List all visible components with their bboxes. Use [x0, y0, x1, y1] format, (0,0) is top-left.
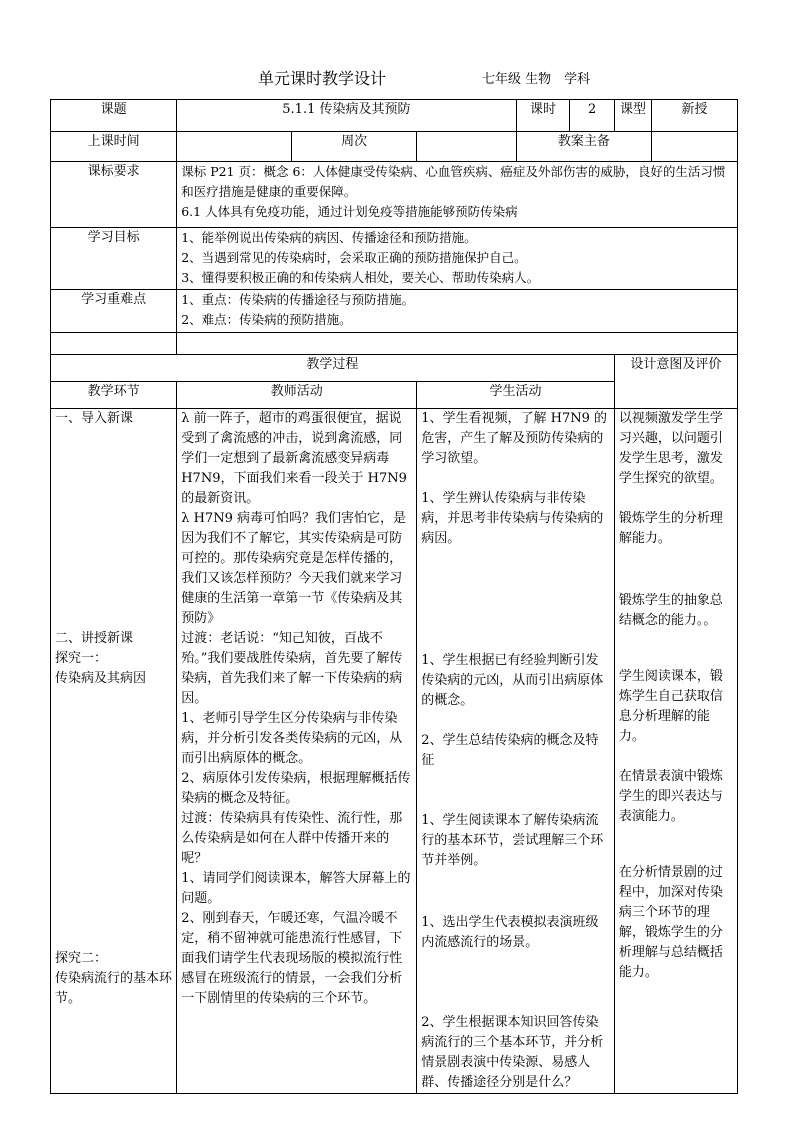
grade-subject: 七年级 生物 学科 [482, 72, 591, 87]
teacher-header: 教师活动 [177, 382, 417, 409]
objective-item: 1、能举例说出传染病的病因、传播途径和预防措施。 [181, 230, 477, 245]
teacher-paragraph: 2、刚到春天，乍暖还寒，气温冷暖不定，稍不留神就可能患流行性感冒，下面我们请学生代表现场版的模拟流行性感冒在班级流行的情景，一会我们分析一下剧情里的传染病的三个环节。 [181, 911, 403, 1006]
topic-label: 课题 [51, 100, 177, 132]
objectives-label: 学习目标 [51, 228, 177, 290]
student-paragraph: 1、学生根据已有经验判断引发传染病的元凶，从而引出病原体的概念。 [421, 653, 604, 708]
time-label: 上课时间 [51, 132, 177, 162]
periods-value: 2 [570, 100, 614, 132]
teacher-paragraph: 2、病原体引发传染病，根据理解概括传染病的概念及特征。 [181, 771, 411, 806]
standards-line: 课标 P21 页：概念 6：人体健康受传染病、心血管疾病、癌症及外部伤害的威胁，良好的生活习惯和医疗措施是健康的重要保障。 [181, 164, 726, 199]
topic-row [51, 100, 738, 132]
week-label: 周次 [292, 132, 417, 162]
teacher-paragraph: 1、老师引导学生区分传染病与非传染病，并分析引发各类传染病的元凶，从而引出病原体的概念。 [181, 711, 403, 766]
blank-cell [177, 333, 738, 355]
process-title: 教学过程 [51, 355, 615, 382]
student-paragraph: 1、学生辨认传染病与非传染病，并思考非传染病与传染病的病因。 [421, 491, 604, 546]
design-header: 设计意图及评价 [614, 355, 737, 409]
teacher-column [177, 409, 417, 1094]
objective-item: 2、当遇到常见的传染病时，会采取正确的预防措施保护自己。 [181, 250, 527, 265]
stage-teach: 二、讲授新课 探究一： 传染病及其病因 [55, 631, 147, 686]
student-paragraph: 1、选出学生代表模拟表演班级内流感流行的场景。 [421, 915, 599, 950]
teacher-paragraph: 1、请同学们阅读课本，解答大屏幕上的问题。 [181, 871, 411, 906]
keypoints-row [51, 290, 738, 333]
week-value [417, 132, 516, 162]
keypoint-item: 1、重点：传染病的传播途径与预防措施。 [181, 292, 415, 307]
keypoints-label: 学习重难点 [51, 290, 177, 333]
standards-row [51, 162, 738, 228]
document-title: 单元课时教学设计 [258, 69, 387, 88]
standards-line: 6.1 人体具有免疫功能，通过计划免疫等措施能够预防传染病 [181, 204, 518, 219]
stage-explore2: 探究二： 传染病流行的基本环节。 [55, 951, 173, 1006]
objectives-row [51, 228, 738, 290]
teacher-paragraph: 过渡：老话说：“知己知彼，百战不殆。”我们要战胜传染病，首先要了解传染病，首先我们来了解一下传染病的病因。 [181, 631, 403, 706]
stage-column [51, 409, 177, 1094]
type-label: 课型 [614, 100, 651, 132]
stage-intro: 一、导入新课 [55, 411, 134, 426]
keypoints-content [177, 290, 738, 333]
standards-content [177, 162, 738, 228]
keypoint-item: 2、难点：传染病的预防措施。 [181, 312, 352, 327]
planner-value [652, 132, 738, 162]
student-paragraph: 2、学生总结传染病的概念及特征 [421, 733, 599, 768]
planner-label: 教案主备 [516, 132, 652, 162]
blank-row [51, 333, 738, 355]
teacher-paragraph: λ H7N9 病毒可怕吗？我们害怕它，是因为我们不了解它，其实传染病是可防可控的。那传染病究竟是怎样传播的，我们又该怎样预防？今天我们就来学习健康的生活第一章第一节《传染病及其预防》 [181, 511, 406, 626]
student-column [417, 409, 615, 1094]
type-value: 新授 [652, 100, 738, 132]
student-paragraph: 2、学生根据课本知识回答传染病流行的三个基本环节，并分析情景剧表演中传染源、易感人群、传播途径分别是什么？ [421, 1015, 604, 1090]
student-paragraph: 1、学生看视频，了解 H7N9 的危害，产生了解及预防传染病的学习欲望。 [421, 411, 608, 466]
page-header [0, 66, 794, 94]
teacher-paragraph: λ 前一阵子，超市的鸡蛋很便宜，据说受到了禽流感的冲击，说到禽流感，同学们一定想到了最新禽流感变异病毒 H7N9，下面我们来看一段关于 H7N9 的最新资讯。 [181, 411, 407, 506]
design-paragraph: 学生阅读课本，锻炼学生自己获取信息分析理解的能力。 [618, 669, 723, 744]
process-body-row [51, 409, 738, 1094]
design-paragraph: 以视频激发学生学习兴趣，以问题引发学生思考，激发学生探究的欲望。 [618, 411, 723, 486]
time-row [51, 132, 738, 162]
student-paragraph: 1、学生阅读课本了解传染病流行的基本环节，尝试理解三个环节并举例。 [421, 813, 604, 868]
stage-header: 教学环节 [51, 382, 177, 409]
teacher-paragraph: 过渡：传染病具有传染性、流行性，那么传染病是如何在人群中传播开来的呢？ [181, 811, 403, 866]
design-paragraph: 锻炼学生的分析理解能力。 [618, 511, 723, 546]
design-paragraph: 在分析情景剧的过程中，加深对传染病三个环节的理解，锻炼学生的分析理解与总结概括能力。 [618, 865, 723, 980]
design-paragraph: 在情景表演中锻炼学生的即兴表达与表演能力。 [618, 769, 723, 824]
process-title-row [51, 355, 738, 382]
objective-item: 3、懂得要积极正确的和传染病人相处，要关心、帮助传染病人。 [181, 270, 540, 285]
topic-value: 5.1.1 传染病及其预防 [177, 100, 516, 132]
design-paragraph: 锻炼学生的抽象总结概念的能力。。 [618, 593, 723, 628]
time-value [177, 132, 292, 162]
student-header: 学生活动 [417, 382, 615, 409]
design-column [614, 409, 737, 1094]
objectives-content [177, 228, 738, 290]
lesson-plan-table [50, 99, 738, 1094]
blank-cell [51, 333, 177, 355]
periods-label: 课时 [516, 100, 570, 132]
standards-label: 课标要求 [51, 162, 177, 228]
